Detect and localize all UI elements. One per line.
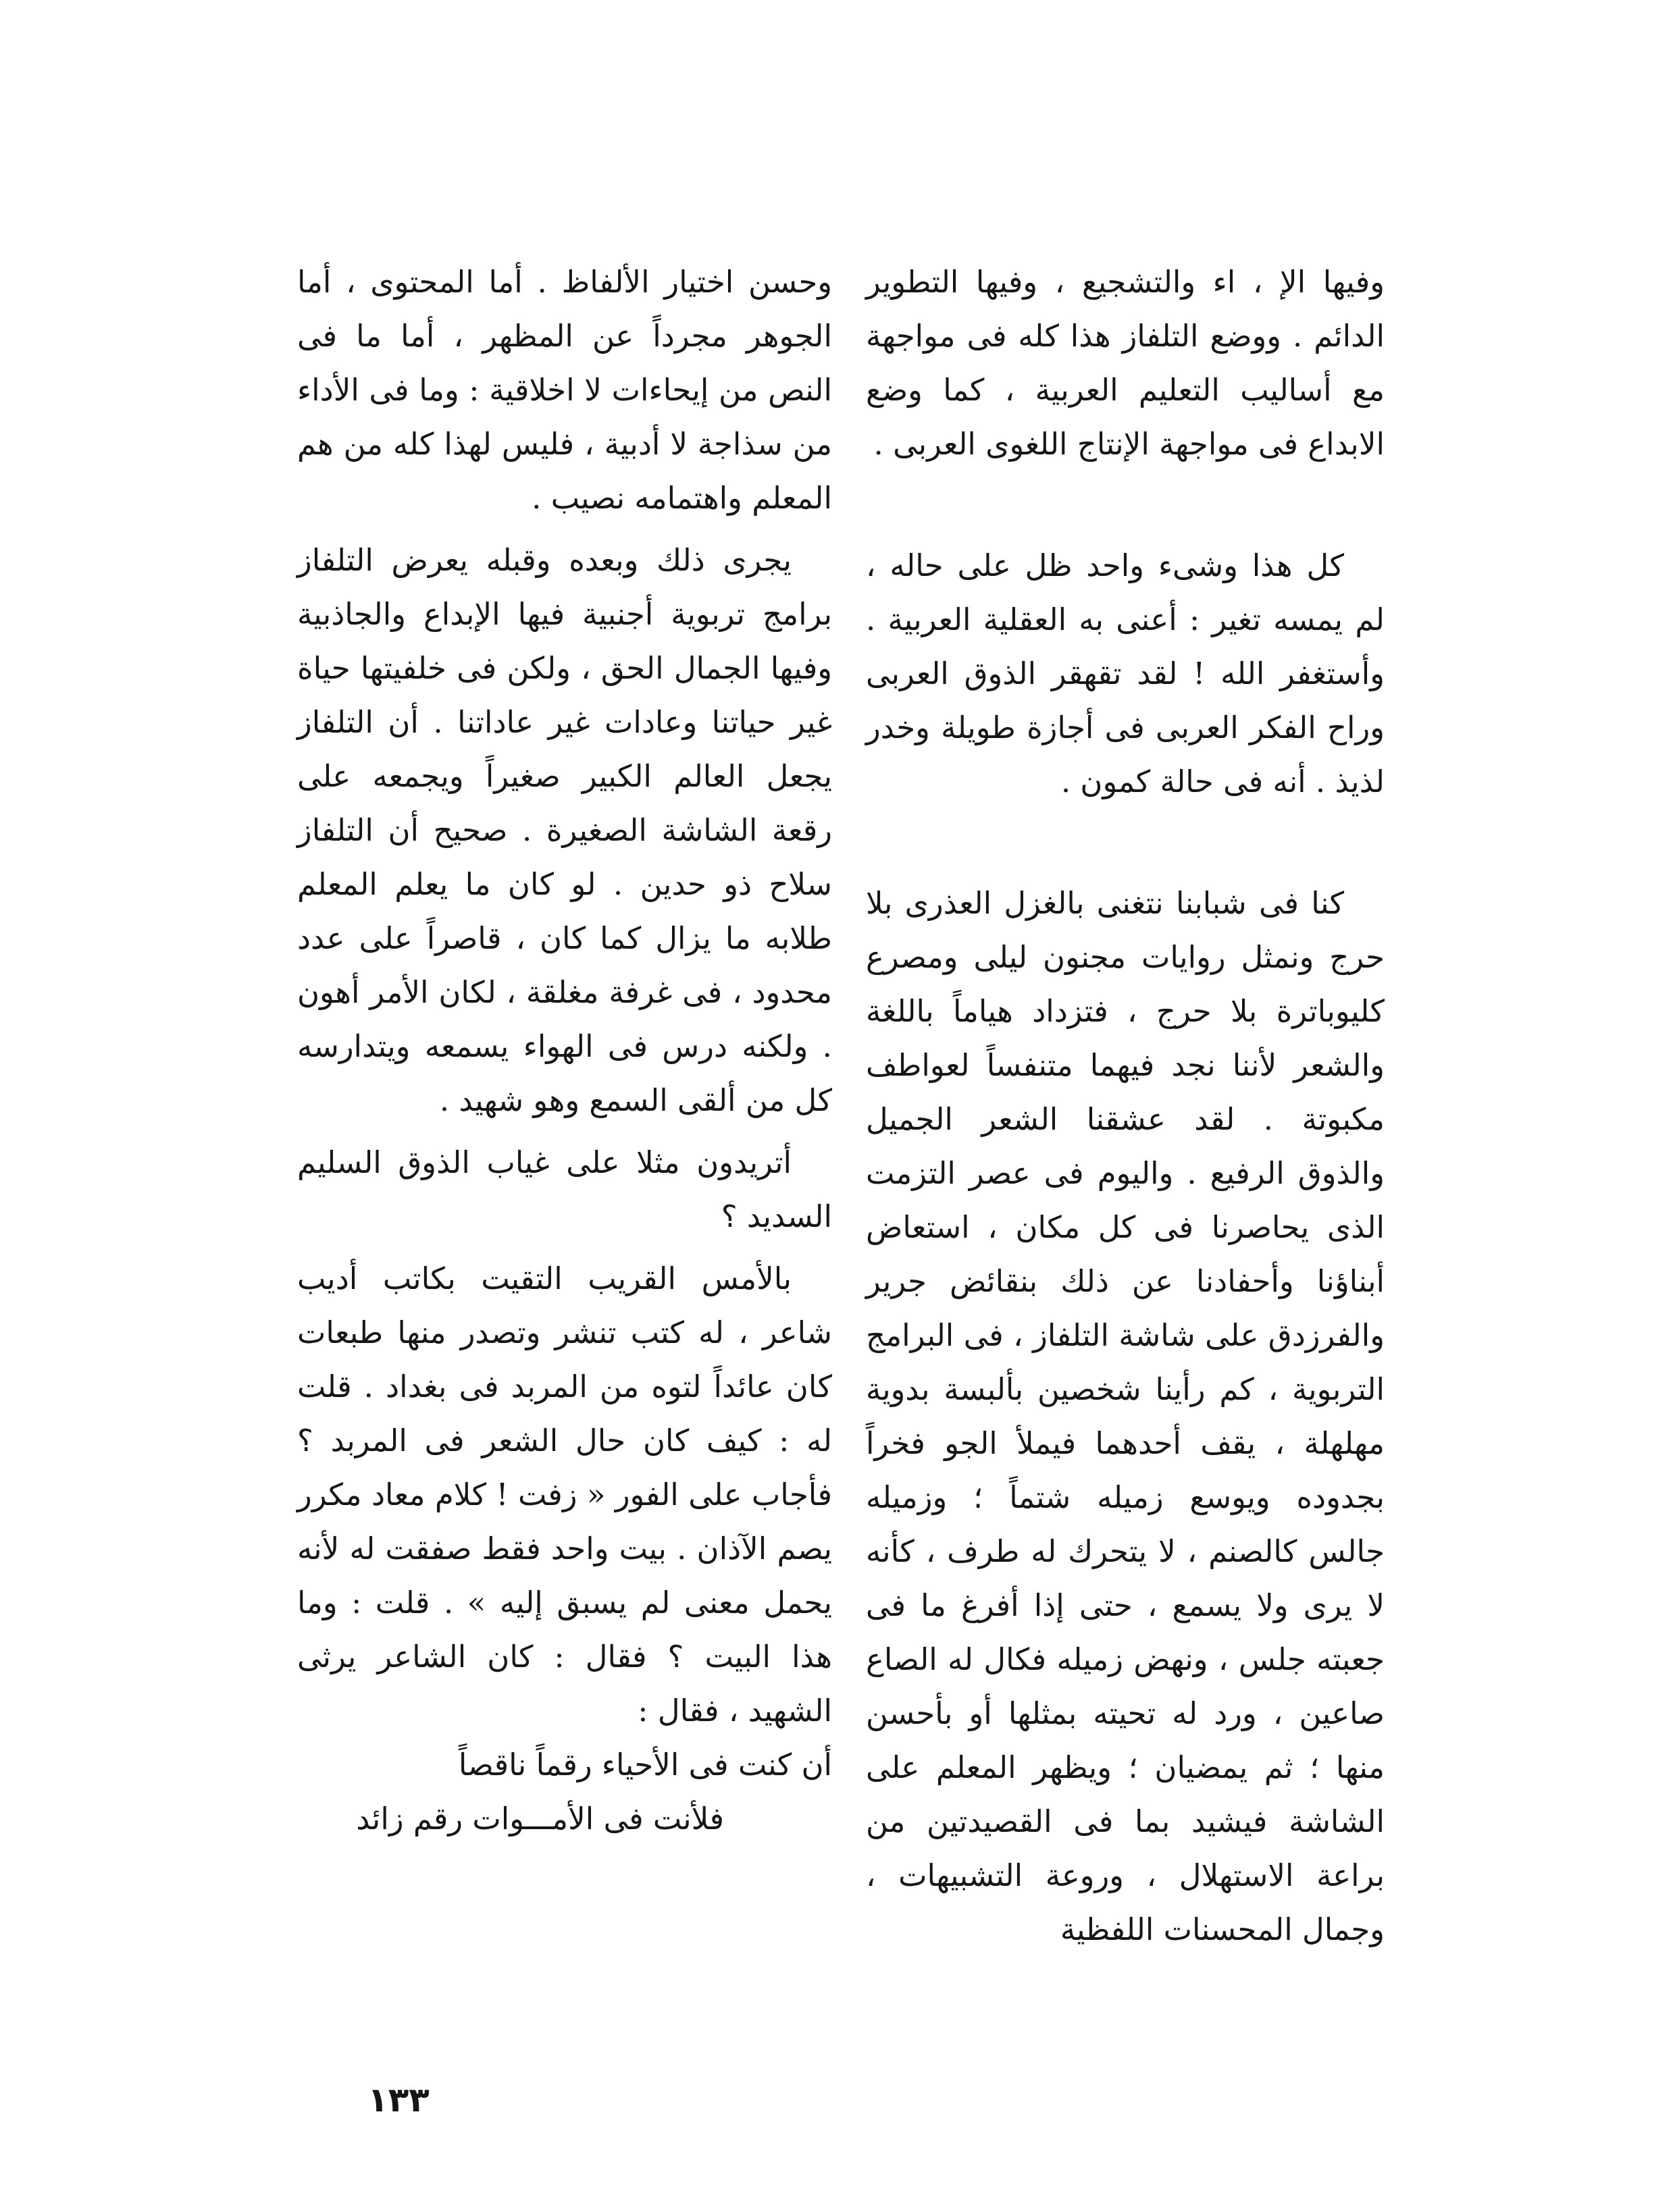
left-paragraph-4: بالأمس القريب التقيت بكاتب أديب شاعر ، له كتب تنشر وتصدر منها طبعات كان عائداً لتوه من المربد فى بغداد . قلت له : كيف كان حال الشعر فى المربد ؟ فأجاب على الفور « زفت ! كلام معاد مكرر يصم الآذان . بيت واحد فقط صفقت له لأنه يحمل معنى لم يسبق إليه » . قلت : وما هذا البيت ؟ فقال : كان الشاعر يرثى الشهيد ، فقال :: [297, 1261, 832, 1729]
poem-verse-1: أن كنت فى الأحياء رقماً ناقصاً: [458, 1747, 832, 1783]
paragraph-spacer: [297, 1244, 832, 1252]
left-paragraph-3: أتريدون مثلا على غياب الذوق السليم السديد ؟: [297, 1144, 832, 1234]
paragraph-spacer: [866, 809, 1385, 876]
left-column: [297, 255, 832, 1846]
right-paragraph-3: كنا فى شبابنا نتغنى بالغزل العذرى بلا حرج ونمثل روايات مجنون ليلى ومصرع كليوباترة بلا حرج ، فتزداد هياماً باللغة والشعر لأننا نجد فيهما متنفساً لعواطف مكبوتة . لقد عشقنا الشعر الجميل والذوق الرفيع . واليوم فى عصر التزمت الذى يحاصرنا فى كل مكان ، استعاض أبناؤنا وأحفادنا عن ذلك بنقائض جرير والفرزدق على شاشة التلفاز ، فى البرامج التربوية ، كم رأينا شخصين بألبسة بدوية مهلهلة ، يقف أحدهما فيملأ الجو فخراً بجدوده ويوسع زميله شتماً ؛ وزميله جالس كالصنم ، لا يتحرك له طرف ، كأنه لا يرى ولا يسمع ، حتى إذا أفرغ ما فى جعبته جلس ، ونهض زميله فكال له الصاع صاعين ، ورد له تحيته بمثلها أو بأحسن منها ؛ ثم يمضيان ؛ ويظهر المعلم على الشاشة فيشيد بما فى القصيدتين من براعة الاستهلال ، وروعة التشبيهات ، وجمال المحسنات اللفظية: [866, 885, 1385, 1947]
right-column: [866, 255, 1385, 1957]
paragraph-spacer: [297, 1128, 832, 1136]
paragraph-spacer: [297, 525, 832, 533]
poem-verse-2: فلأنت فى الأمـــوات رقم زائد: [356, 1801, 724, 1837]
left-paragraph-2: يجرى ذلك وبعده وقبله يعرض التلفاز برامج تربوية أجنبية فيها الإبداع والجاذبية وفيها الجمال الحق ، ولكن فى خلفيتها حياة غير حياتنا وعادات غير عاداتنا . أن التلفاز يجعل العالم الكبير صغيراً ويجمعه على رقعة الشاشة الصغيرة . صحيح أن التلفاز سلاح ذو حدين . لو كان ما يعلم المعلم طلابه ما يزال كما كان ، قاصراً على عدد محدود ، فى غرفة مغلقة ، لكان الأمر أهون . ولكنه درس فى الهواء يسمعه ويتدارسه كل من ألقى السمع وهو شهيد .: [297, 542, 832, 1118]
right-paragraph-1: وفيها الإ ، اء والتشجيع ، وفيها التطوير الدائم . ووضع التلفاز هذا كله فى مواجهة مع أساليب التعليم العربية ، كما وضع الابداع فى مواجهة الإنتاج اللغوى العربى .: [866, 264, 1385, 462]
left-paragraph-1: وحسن اختيار الألفاظ . أما المحتوى ، أما الجوهر مجرداً عن المظهر ، أما ما فى النص من إيحاءات لا اخلاقية : وما فى الأداء من سذاجة لا أدبية ، فليس لهذا كله من هم المعلم واهتمامه نصيب .: [297, 264, 832, 516]
paragraph-spacer: [866, 471, 1385, 539]
page-number: ١٣٣: [367, 2080, 430, 2119]
right-paragraph-2: كل هذا وشىء واحد ظل على حاله ، لم يمسه تغير : أعنى به العقلية العربية . وأستغفر الله ! لقد تقهقر الذوق العربى وراح الفكر العربى فى أجازة طويلة وخدر لذيذ . أنه فى حالة كمون .: [866, 548, 1385, 799]
